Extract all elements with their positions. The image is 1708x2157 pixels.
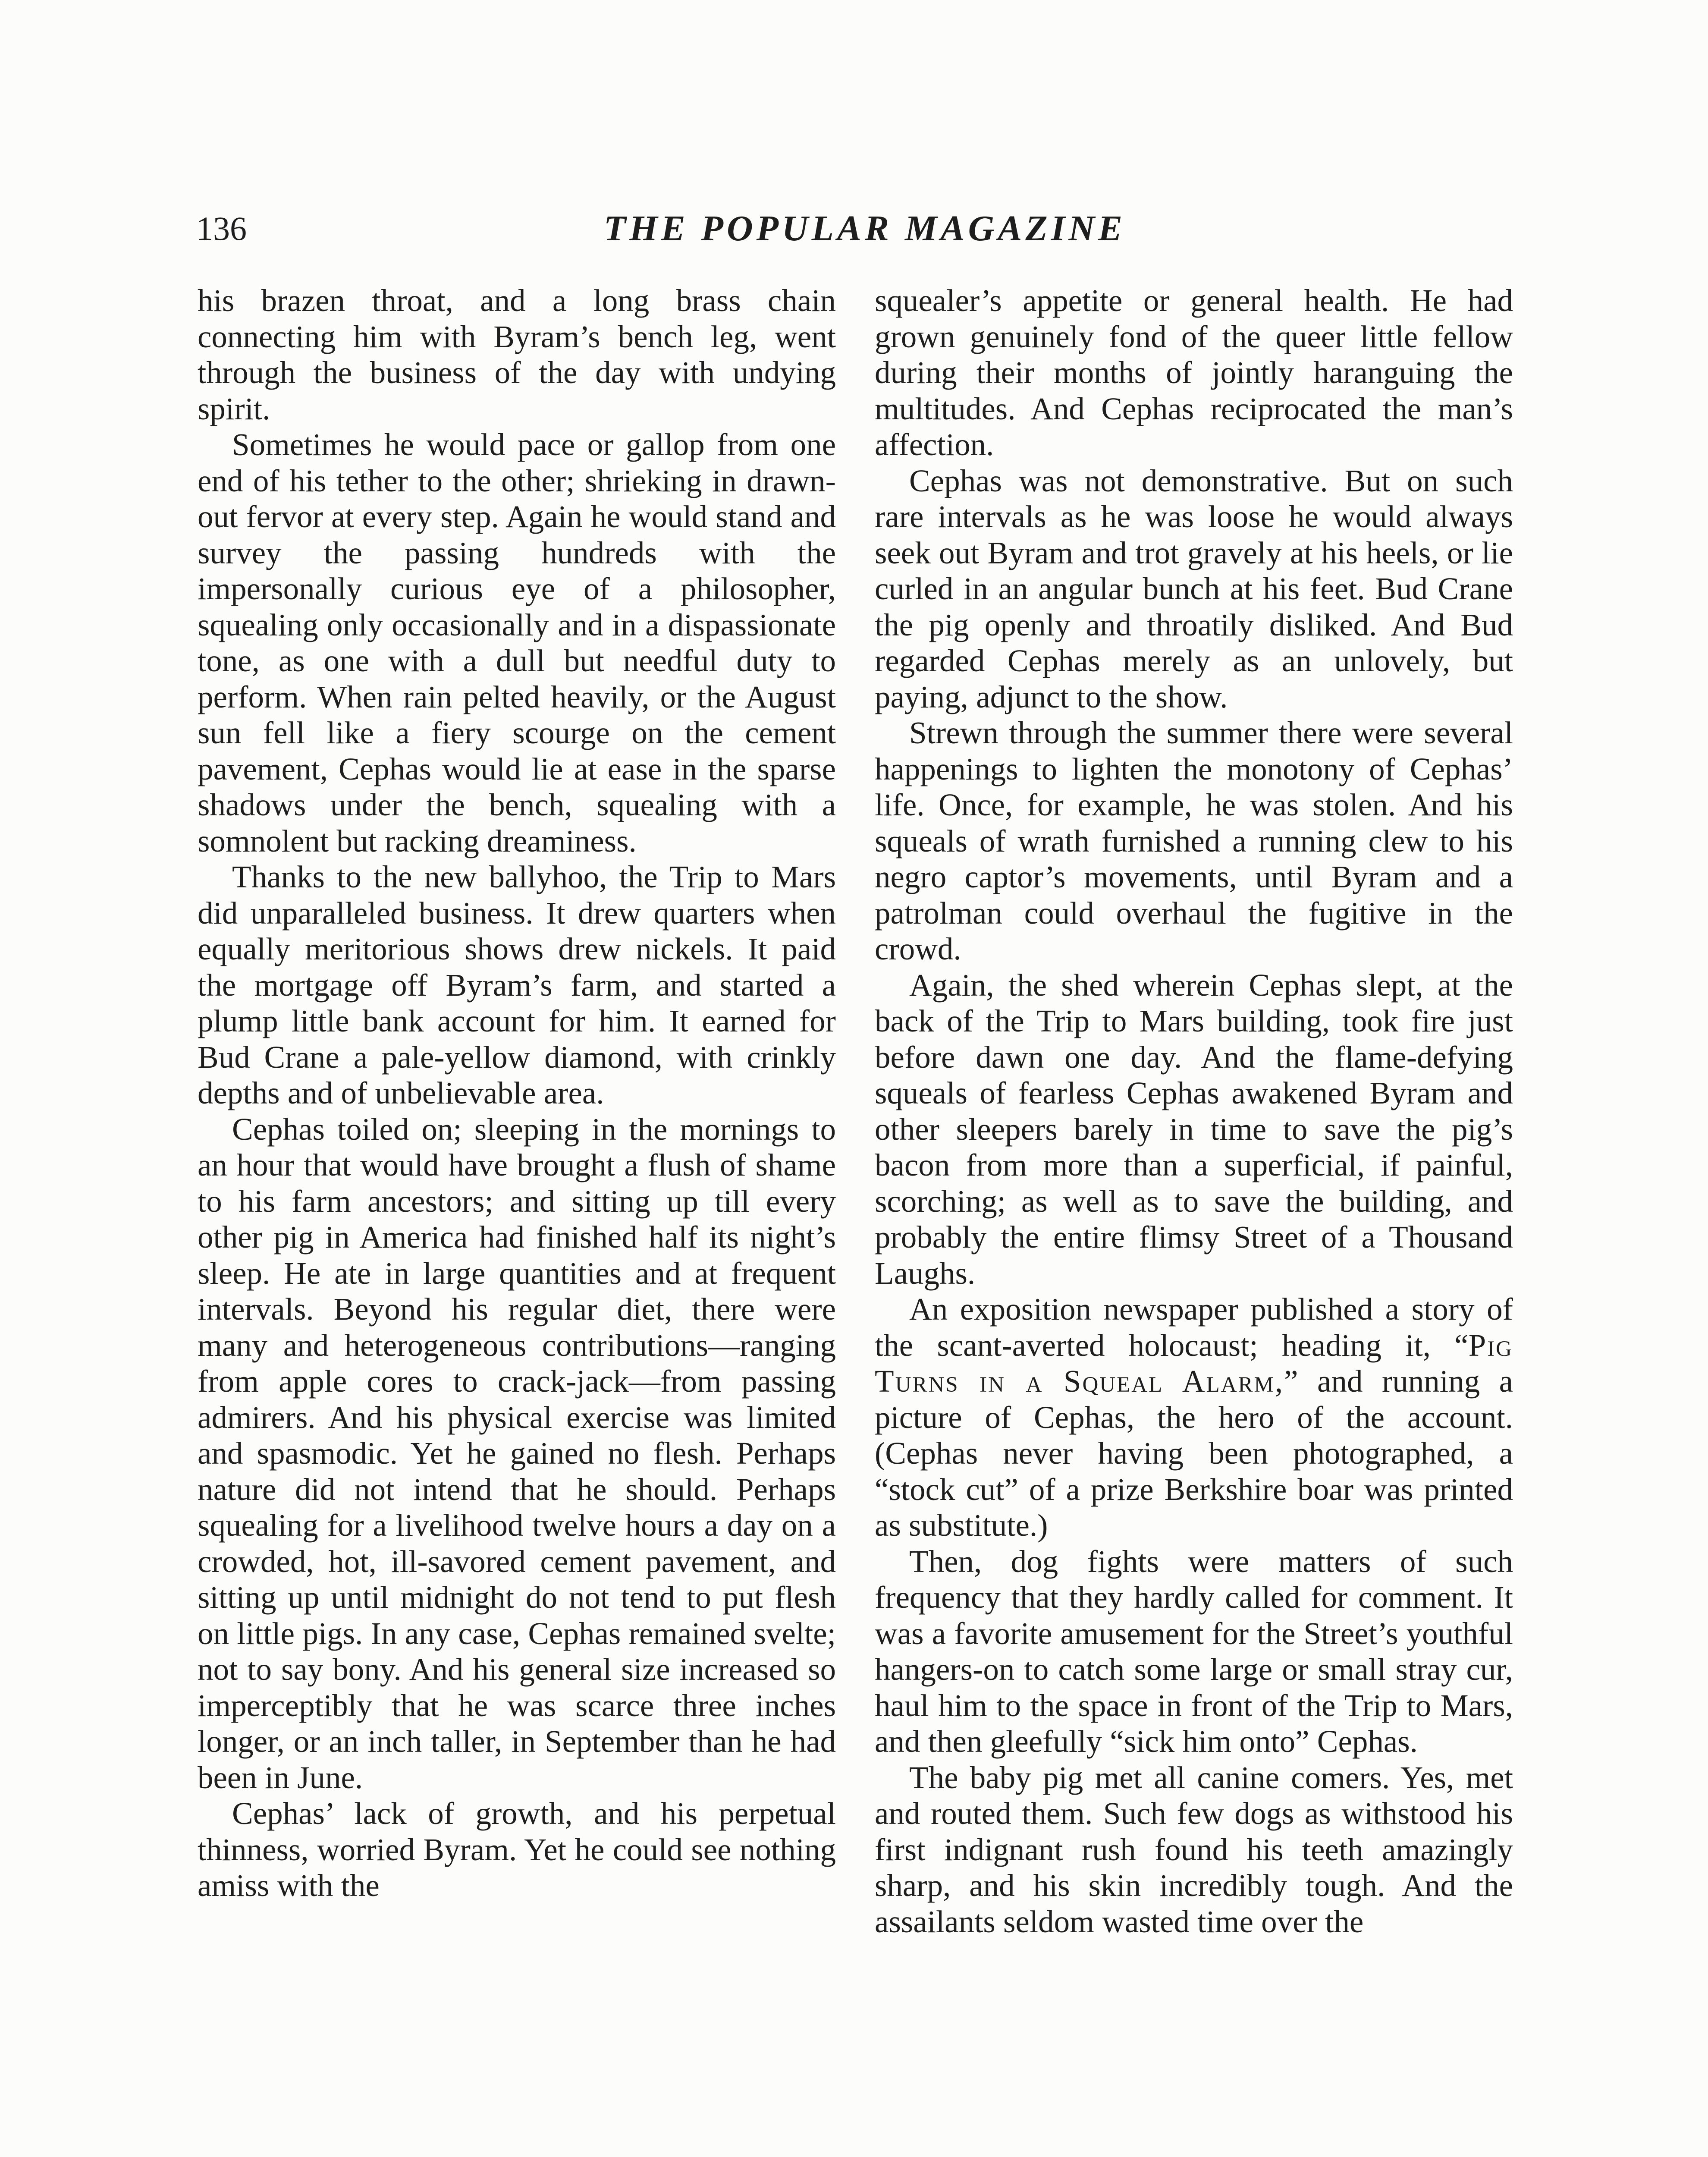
paragraph: Cephas was not demonstrative. But on such rare intervals as he was loose he would always seek out Byram and trot gravely at his heels, or lie curled in an angular bunch at his feet. Bud Crane the pig openly and throatily disliked. And Bud regarded Cephas merely as an unlovely, but paying, adjunct to the show. — [875, 463, 1513, 714]
paragraph: squealer’s appetite or general health. He had grown genuinely fond of the queer little fellow during their months of jointly haranguing the multitudes. And Cephas reciprocated the man’s affection. — [875, 283, 1513, 462]
right-column — [875, 283, 1513, 1940]
paragraph: Sometimes he would pace or gallop from one end of his tether to the other; shrieking in drawn-out fervor at every step. Again he would stand and survey the passing hundreds with the impersonally curious eye of a philosopher, squealing only occasionally and in a dispassionate tone, as one with a dull but needful duty to perform. When rain pelted heavily, or the August sun fell like a fiery scourge on the cement pavement, Cephas would lie at ease in the sparse shadows under the bench, squealing with a somnolent but racking dreaminess. — [198, 427, 836, 858]
magazine-title: THE POPULAR MAGAZINE — [603, 208, 1126, 248]
paragraph-text: An exposition newspaper published a story of the scant-averted holocaust; heading it, “ — [875, 1292, 1513, 1363]
paragraph-text: ” and running a picture of Cephas, the hero of the account. (Cephas never having been photographed, a “stock cut” of a prize Berkshire boar was printed as substitute.) — [875, 1364, 1513, 1543]
paragraph: Again, the shed wherein Cephas slept, at the back of the Trip to Mars building, took fire just before dawn one day. And the flame-defying squeals of fearless Cephas awakened Byram and other sleepers barely in time to save the pig’s bacon from more than a superficial, if painful, scorching; as well as to save the building, and probably the entire flimsy Street of a Thousand Laughs. — [875, 967, 1513, 1291]
paragraph: Cephas toiled on; sleeping in the mornings to an hour that would have brought a flush of shame to his farm ancestors; and sitting up till every other pig in America had finished half its night’s sleep. He ate in large quantities and at frequent intervals. Beyond his regular diet, there were many and heterogeneous contributions—ranging from apple cores to crack-jack—from passing admirers. And his physical exercise was limited and spasmodic. Yet he gained no flesh. Perhaps nature did not intend that he should. Perhaps squealing for a livelihood twelve hours a day on a crowded, hot, ill-savored cement pavement, and sitting up until midnight do not tend to put flesh on little pigs. In any case, Cephas remained svelte; not to say bony. And his general size increased so imperceptibly that he was scarce three inches longer, or an inch taller, in September than he had been in June. — [198, 1111, 836, 1795]
left-column — [198, 283, 836, 1904]
paragraph: Cephas’ lack of growth, and his perpetual thinness, worried Byram. Yet he could see nothing amiss with the — [198, 1796, 836, 1903]
paragraph: Strewn through the summer there were several happenings to lighten the monotony of Cephas’ life. Once, for example, he was stolen. And his squeals of wrath furnished a running clew to his negro captor’s movements, until Byram and a patrolman could overhaul the fugitive in the crowd. — [875, 715, 1513, 966]
paragraph — [875, 1291, 1513, 1544]
newspaper-headline: Pig Turns in a Squeal Alarm, — [875, 1327, 1513, 1399]
page-header — [196, 203, 1533, 255]
page-number: 136 — [196, 210, 247, 247]
paragraph: The baby pig met all canine comers. Yes, met and routed them. Such few dogs as withstood his first indignant rush found his teeth amazingly sharp, and his skin incredibly tough. And the assailants seldom wasted time over the — [875, 1760, 1513, 1939]
paragraph: his brazen throat, and a long brass chain connecting him with Byram’s bench leg, went through the business of the day with undying spirit. — [198, 283, 836, 426]
paragraph: Then, dog fights were matters of such frequency that they hardly called for comment. It was a favorite amusement for the Street’s youthful hangers-on to catch some large or small stray cur, haul him to the space in front of the Trip to Mars, and then gleefully “sick him onto” Cephas. — [875, 1544, 1513, 1759]
paragraph: Thanks to the new ballyhoo, the Trip to Mars did unparalleled business. It drew quarters when equally meritorious shows drew nickels. It paid the mortgage off Byram’s farm, and started a plump little bank account for him. It earned for Bud Crane a pale-yellow diamond, with crinkly depths and of unbelievable area. — [198, 859, 836, 1110]
